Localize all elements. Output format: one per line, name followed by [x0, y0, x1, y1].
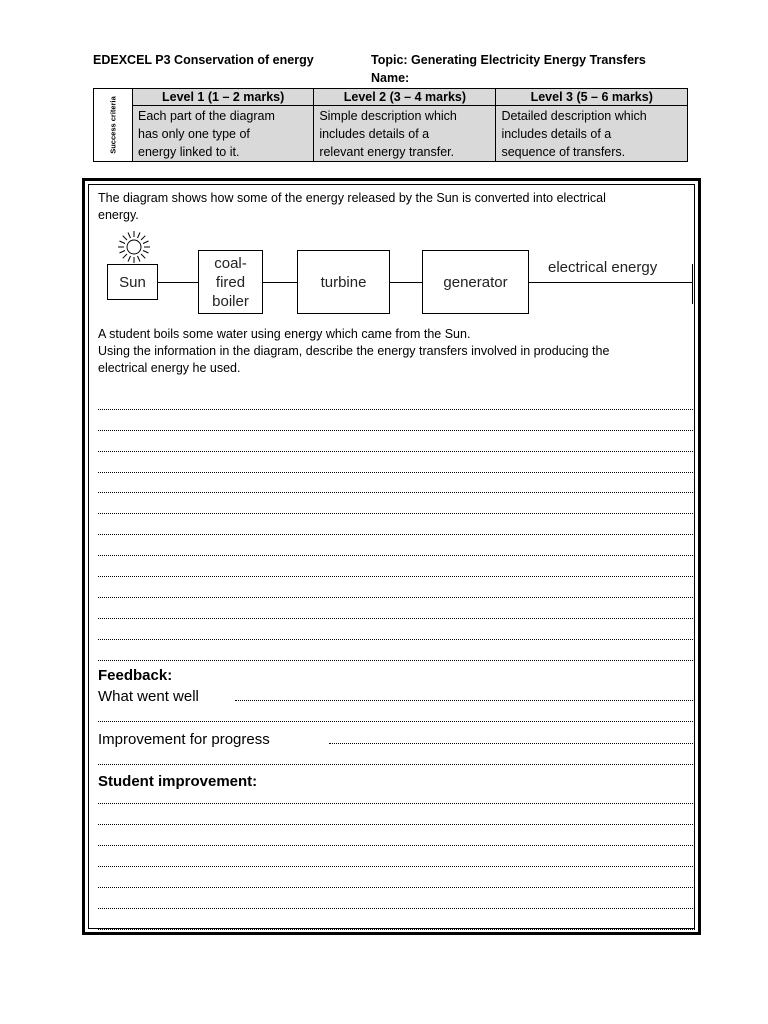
question-line: A student boils some water using energy which came from the Sun. — [98, 327, 471, 341]
generator-label: generator — [443, 273, 508, 291]
level-3-line: sequence of transfers. — [501, 145, 626, 159]
level-2-line: includes details of a — [319, 127, 430, 141]
answer-line[interactable] — [98, 534, 695, 535]
level-1-line: Each part of the diagram — [138, 109, 275, 123]
coal-fired-boiler-box — [198, 250, 263, 314]
boiler-label-line: boiler — [212, 292, 249, 310]
level-2-description — [314, 106, 496, 162]
answer-line[interactable] — [98, 618, 695, 619]
success-criteria-table — [93, 88, 688, 162]
answer-line[interactable] — [98, 492, 695, 493]
answer-line[interactable] — [98, 639, 695, 640]
what-went-well-line[interactable] — [98, 721, 695, 722]
student-improvement-line[interactable] — [98, 887, 695, 888]
success-criteria-side-cell — [94, 89, 133, 162]
student-improvement-line[interactable] — [98, 824, 695, 825]
level-2-line: Simple description which — [319, 109, 457, 123]
connector-line — [529, 282, 693, 283]
answer-line[interactable] — [98, 451, 695, 452]
turbine-label: turbine — [320, 273, 367, 291]
answer-line[interactable] — [98, 409, 695, 410]
turbine-box — [297, 250, 390, 314]
level-1-line: energy linked to it. — [138, 145, 240, 159]
answer-line[interactable] — [98, 660, 695, 661]
question-text — [98, 326, 693, 377]
intro-line: energy. — [98, 208, 139, 222]
answer-line[interactable] — [98, 513, 695, 514]
level-2-line: relevant energy transfer. — [319, 145, 455, 159]
sun-icon — [117, 230, 151, 264]
boiler-label-line: fired — [215, 273, 246, 291]
connector-line — [390, 282, 422, 283]
student-improvement-line[interactable] — [98, 866, 695, 867]
level-3-heading: Level 3 (5 – 6 marks) — [496, 89, 688, 106]
sun-box — [107, 264, 158, 300]
student-improvement-heading: Student improvement: — [98, 773, 258, 790]
level-2-heading: Level 2 (3 – 4 marks) — [314, 89, 496, 106]
question-line: Using the information in the diagram, describe the energy transfers involved in producing the — [98, 344, 610, 358]
answer-line[interactable] — [98, 576, 695, 577]
answer-line[interactable] — [98, 472, 695, 473]
improvement-line[interactable] — [98, 764, 695, 765]
level-3-description — [496, 106, 688, 162]
level-1-line: has only one type of — [138, 127, 250, 141]
answer-line[interactable] — [98, 555, 695, 556]
answer-line[interactable] — [98, 597, 695, 598]
energy-diagram — [103, 230, 703, 320]
intro-line: The diagram shows how some of the energy released by the Sun is converted into electrical — [98, 191, 606, 205]
student-improvement-line[interactable] — [98, 845, 695, 846]
answer-line[interactable] — [98, 430, 695, 431]
question-inner-frame — [88, 184, 695, 929]
sun-label: Sun — [119, 273, 146, 291]
level-1-heading: Level 1 (1 – 2 marks) — [133, 89, 314, 106]
student-improvement-line[interactable] — [98, 908, 695, 909]
student-improvement-line[interactable] — [98, 803, 695, 804]
improvement-line[interactable] — [329, 743, 695, 744]
level-3-line: includes details of a — [501, 127, 612, 141]
success-criteria-label: Success criteria — [108, 96, 118, 154]
feedback-heading: Feedback: — [98, 667, 173, 684]
connector-line — [263, 282, 297, 283]
connector-line — [158, 282, 198, 283]
worksheet-title: EDEXCEL P3 Conservation of energy — [93, 53, 314, 67]
question-intro — [98, 190, 693, 224]
question-line: electrical energy he used. — [98, 361, 241, 375]
student-improvement-line[interactable] — [98, 929, 695, 930]
improvement-for-progress-label: Improvement for progress — [98, 731, 270, 748]
worksheet-topic: Topic: Generating Electricity Energy Transfers — [371, 53, 646, 67]
generator-box — [422, 250, 529, 314]
level-1-description — [133, 106, 314, 162]
what-went-well-line[interactable] — [235, 700, 695, 701]
electrical-energy-label: electrical energy — [548, 259, 658, 276]
output-end-bar — [692, 264, 693, 304]
level-3-line: Detailed description which — [501, 109, 647, 123]
boiler-label-line: coal- — [214, 254, 247, 272]
what-went-well-label: What went well — [98, 688, 199, 705]
question-frame — [82, 178, 701, 935]
name-label: Name: — [371, 71, 410, 85]
